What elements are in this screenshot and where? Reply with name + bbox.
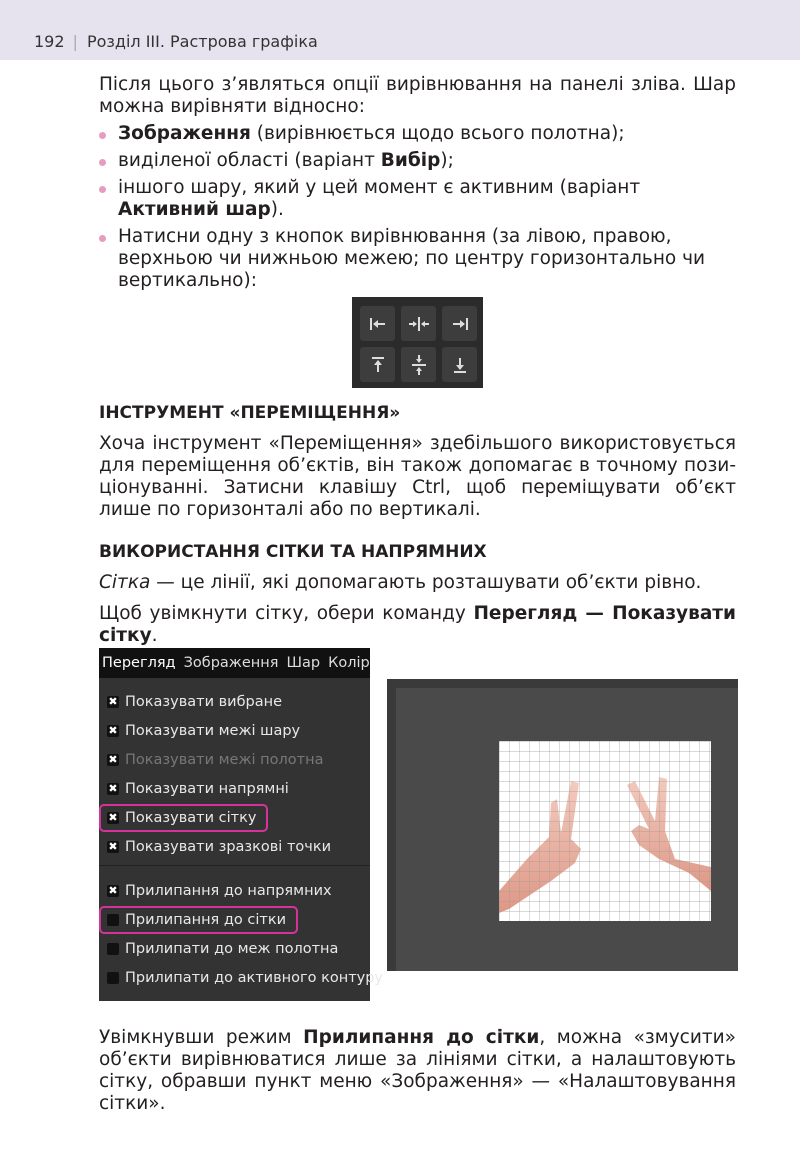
menu-item-label: Показувати сітку (125, 810, 257, 826)
checkbox-checked-icon: ✖ (108, 695, 118, 708)
menu-item-label: Показувати напрямні (125, 781, 289, 797)
outro-paragraph (99, 1027, 736, 1115)
menu-item-label: Прилипати до меж полотна (125, 941, 339, 957)
menu-item-label: Показувати межі полотна (125, 752, 324, 768)
align-options-list (99, 123, 736, 292)
list-item (99, 150, 736, 172)
menu-item[interactable] (107, 719, 300, 743)
checkbox-checked-icon: ✖ (108, 724, 118, 737)
running-head (34, 32, 318, 51)
section-heading-move-tool: ІНСТРУМЕНТ «ПЕРЕМІЩЕННЯ» (99, 403, 401, 423)
grid-command-paragraph (99, 603, 736, 647)
command-text-end: . (151, 625, 158, 646)
bullet-dot (99, 159, 106, 166)
menu-item[interactable] (107, 937, 338, 961)
bold-term: Зображення (118, 123, 251, 144)
section-heading-grid: ВИКОРИСТАННЯ СІТКИ ТА НАПРЯМНИХ (99, 542, 487, 562)
ruler-horizontal (387, 679, 738, 688)
align-top-icon (370, 355, 386, 375)
align-hcenter-button[interactable] (401, 306, 436, 341)
intro-paragraph: Після цього з’являться опції вирівнювання на панелі зліва. Шар можна вирівняти відносно: (99, 74, 736, 117)
align-bottom-button[interactable] (442, 347, 477, 382)
align-left-button[interactable] (360, 306, 395, 341)
checkbox-unchecked-icon (107, 914, 119, 926)
main-content (99, 74, 736, 647)
chapter-title: Розділ III. Растрова графіка (86, 32, 318, 51)
grid-image (499, 741, 711, 921)
menu-item[interactable] (107, 966, 383, 990)
menu-item-label: Прилипання до напрямних (125, 883, 332, 899)
align-hcenter-icon (408, 316, 430, 332)
menu-image[interactable]: Зображення (183, 655, 279, 671)
checkbox-checked-icon: ✖ (108, 884, 118, 897)
menu-item-label: Показувати вибране (125, 694, 283, 710)
list-item (99, 226, 736, 292)
align-left-icon (368, 316, 388, 332)
menu-item[interactable] (101, 908, 296, 932)
checkbox-unchecked-icon (107, 972, 119, 984)
header-separator: | (72, 32, 78, 51)
menu-item[interactable] (107, 748, 323, 772)
outro-bold: Прилипання до сітки (303, 1027, 540, 1048)
list-item (99, 177, 736, 221)
align-vcenter-button[interactable] (401, 347, 436, 382)
move-tool-paragraph: Хоча інструмент «Переміщення» здебільшого використовується для переміщення об’єктів, він також допомагає в точному пози- ціонуванні. Затисни клавішу Ctrl, щоб переміщувати об’єкт лише по горизонталі або по вертикалі. (99, 433, 736, 520)
align-vcenter-icon (411, 354, 427, 376)
menu-item-label: Прилипати до активного контуру (125, 970, 384, 986)
checkbox-checked-icon: ✖ (108, 811, 118, 824)
menu-item[interactable] (107, 777, 289, 801)
align-top-button[interactable] (360, 347, 395, 382)
list-text: іншого шару, який у цей момент є активним (варіант (118, 177, 641, 198)
list-text: ); (440, 150, 454, 171)
bullet-dot (99, 132, 106, 139)
grid-definition-text: — це лінії, які допомагають розташувати об’єкти рівно. (150, 572, 702, 593)
menu-item[interactable] (101, 806, 266, 830)
align-right-icon (450, 316, 470, 332)
bold-term: Активний шар (118, 199, 271, 220)
menu-divider (99, 865, 370, 866)
command-bold: Перегляд — Показувати сітку (99, 603, 736, 646)
align-bottom-icon (452, 355, 468, 375)
menu-color[interactable]: Колір (328, 655, 370, 671)
menu-item-label: Прилипання до сітки (125, 912, 287, 928)
checkbox-checked-icon: ✖ (108, 753, 118, 766)
command-text: Щоб увімкнути сітку, обери команду (99, 603, 474, 624)
menu-item-label: Показувати межі шару (125, 723, 301, 739)
list-item (99, 123, 736, 145)
view-menu-screenshot (99, 648, 384, 1001)
outro-text-end: , можна «змусити» об’єкти вирівнюватися лише за лініями сітки, а налаштовують сітку, обравши пункт меню «Зображення» — «Налаштовування сітки». (99, 1027, 736, 1114)
menu-item[interactable] (107, 835, 331, 859)
grid-definition (99, 572, 736, 594)
menu-layer[interactable]: Шар (286, 655, 321, 671)
bullet-dot (99, 186, 106, 193)
screenshots-figure (99, 648, 737, 1003)
ruler-vertical (387, 679, 396, 971)
align-right-button[interactable] (442, 306, 477, 341)
menu-item[interactable] (107, 690, 282, 714)
outro-section (99, 1027, 736, 1115)
align-buttons-figure (99, 297, 736, 388)
checkbox-checked-icon: ✖ (108, 840, 118, 853)
bullet-dot (99, 235, 106, 242)
list-text: ). (270, 199, 284, 220)
checkbox-unchecked-icon (107, 943, 119, 955)
checkbox-checked-icon: ✖ (108, 782, 118, 795)
align-buttons-panel (352, 297, 483, 388)
page-header (0, 0, 800, 60)
menu-view[interactable]: Перегляд (99, 655, 180, 671)
menu-item-label: Показувати зразкові точки (125, 839, 332, 855)
menu-item[interactable] (107, 879, 332, 903)
list-text: Натисни одну з кнопок вирівнювання (за лівою, правою, верхньою чи нижньою межею; по центру горизонтально чи вертикально): (118, 226, 706, 291)
list-text: (вирівнюється щодо всього полотна); (250, 123, 625, 144)
editor-canvas-screenshot (387, 679, 738, 971)
page-number: 192 (34, 32, 65, 51)
grid-term: Сітка (99, 572, 151, 593)
list-text: виділеної області (варіант (118, 150, 381, 171)
outro-text: Увімкнувши режим (99, 1027, 304, 1048)
bold-term: Вибір (380, 150, 441, 171)
menubar (99, 648, 370, 678)
